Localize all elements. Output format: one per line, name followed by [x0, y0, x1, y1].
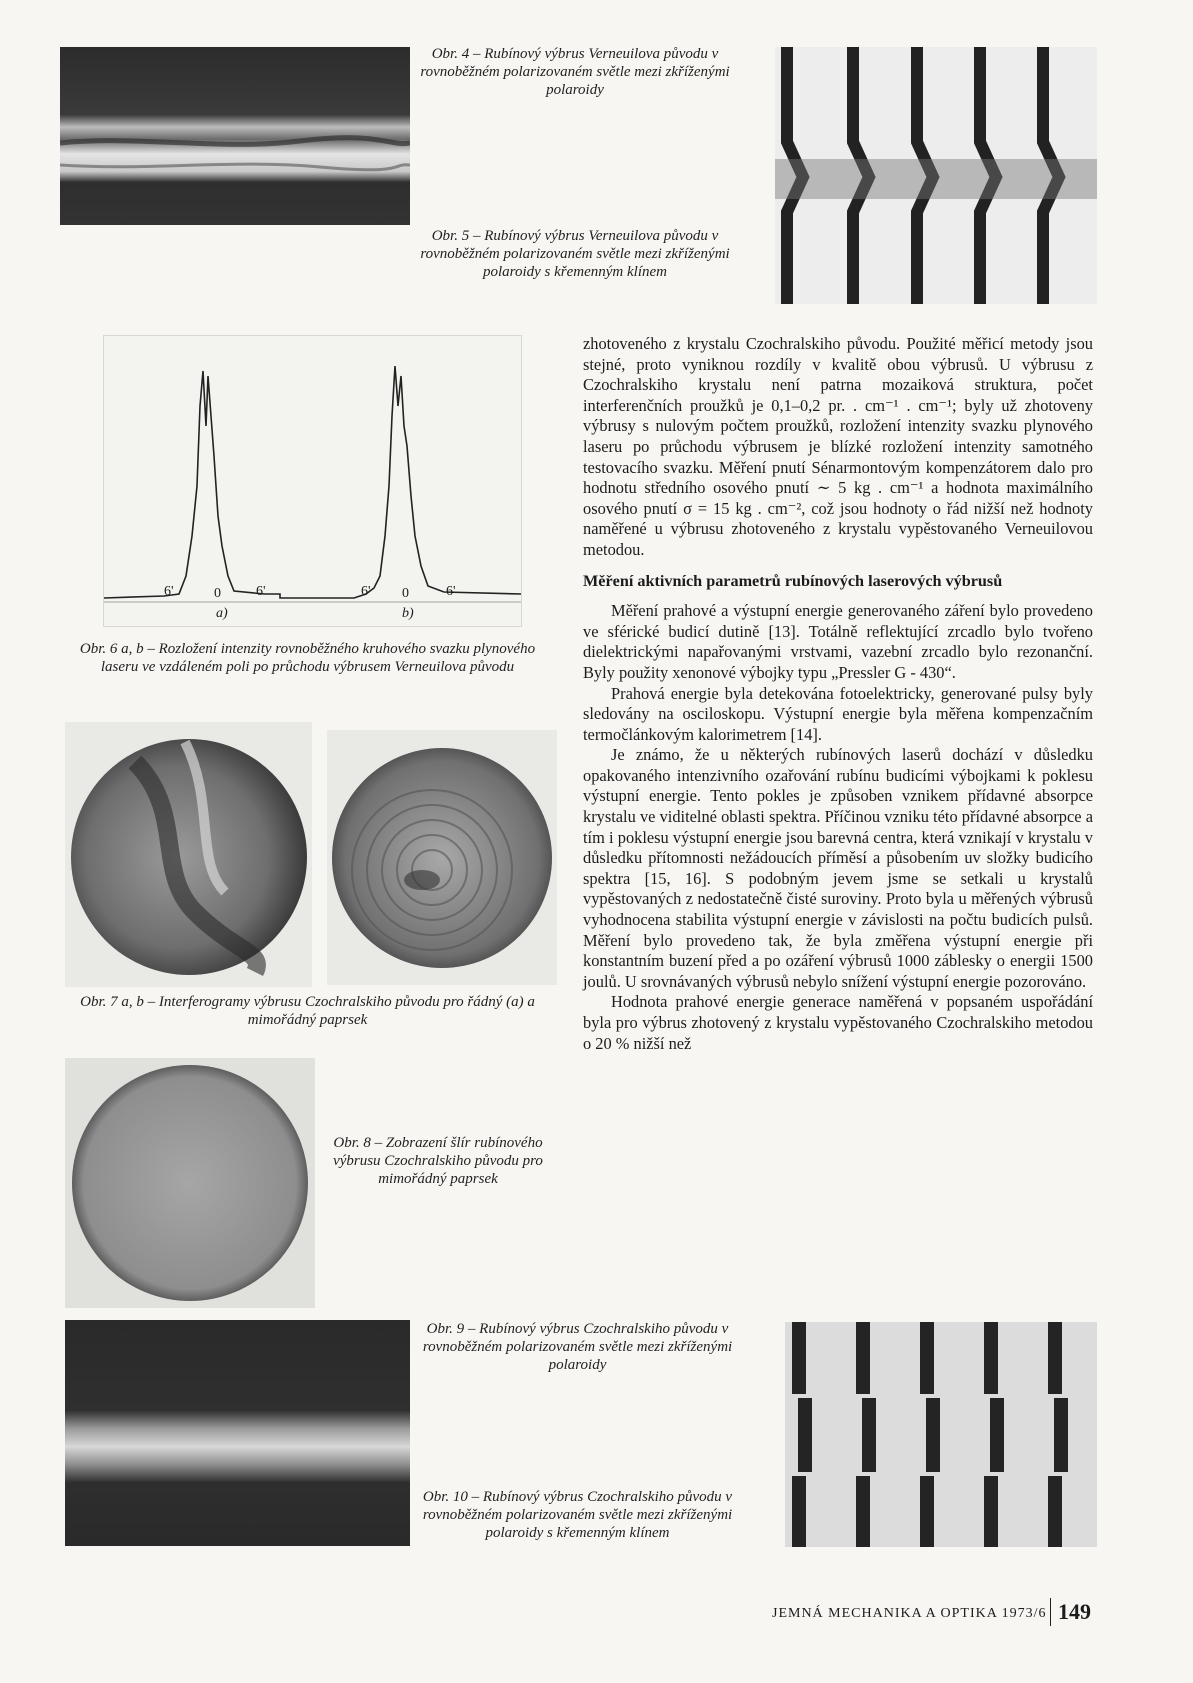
article-body — [583, 334, 1093, 1054]
figure-10-caption: Obr. 10 – Rubínový výbrus Czochralskiho původu v rovnoběžném polarizovaném světle mezi zkříženými polaroidy s křemenným klínem — [422, 1489, 733, 1541]
figure-4-photo — [60, 47, 410, 225]
fig6b-label-mid: 0 — [402, 586, 409, 601]
figure-7a-photo — [65, 722, 312, 987]
figure-8-photo — [65, 1058, 315, 1308]
figure-6-graph — [103, 335, 522, 627]
figure-10-photo — [785, 1322, 1097, 1547]
figure-8-caption: Obr. 8 – Zobrazení šlír rubínového výbrusu Czochralskiho původu pro mimořádný paprsek — [333, 1135, 543, 1187]
paragraph-3: Prahová energie byla detekována fotoelektricky, generované pulsy byly sledovány na osciloskopu. Výstupní energie byla měřena kompenzačním termočlánkovým kalorimetrem [14]. — [583, 683, 1093, 744]
figure-5-caption: Obr. 5 – Rubínový výbrus Verneuilova původu v rovnoběžném polarizovaném světle mezi zkříženými polaroidy s křemenným klínem — [420, 228, 730, 280]
figure-9-photo — [65, 1320, 410, 1546]
figure-5-photo — [775, 47, 1097, 304]
fig6a-label-left: 6' — [164, 584, 174, 599]
paragraph-2: Měření prahové a výstupní energie generovaného záření bylo provedeno ve sférické budicí dutině [13]. Totálně reflektující zrcadlo bylo tvořeno dielektrickými napařovanými vrstvami, vazební zrcadlo bylo rezonanční. Byly použity xenonové výbojky typu „Pressler G - 430“. — [583, 601, 1093, 682]
figure-7b-photo — [327, 730, 557, 985]
paragraph-5: Hodnota prahové energie generace naměřená v popsaném uspořádání byla pro výbrus zhotovený z krystalu vypěstovaného Czochralskiho metodou o 20 % nižší než — [583, 992, 1093, 1053]
figure-4-caption: Obr. 4 – Rubínový výbrus Verneuilova původu v rovnoběžném polarizovaném světle mezi zkříženými polaroidy — [420, 46, 730, 98]
journal-footer: JEMNÁ MECHANIKA A OPTIKA 1973/6 — [772, 1606, 1047, 1621]
fig6b-label-right: 6' — [446, 584, 456, 599]
fig6b-label-left: 6' — [361, 584, 371, 599]
figure-6-caption: Obr. 6 a, b – Rozložení intenzity rovnoběžného kruhového svazku plynového laseru ve vzdáleném poli po průchodu výbrusem Verneuilova původu — [79, 641, 536, 675]
page-number: 149 — [1058, 1599, 1091, 1624]
fig6a-label-mid: 0 — [214, 586, 221, 601]
figure-7-caption: Obr. 7 a, b – Interferogramy výbrusu Czochralskiho původu pro řádný (a) a mimořádný paprsek — [80, 994, 535, 1028]
paragraph-1: zhotoveného z krystalu Czochralskiho původu. Použité měřicí metody jsou stejné, proto vyniknou rozdíly v kvalitě obou výbrusů. U výbrusu z Czochralskiho krystalu není patrna mozaiková struktura, počet interferenčních proužků je 0,1–0,2 pr. . cm⁻¹ . cm⁻¹; byly už zhotoveny výbrusy s nulovým počtem proužků, rozložení intenzity svazku plynového laseru po průchodu výbrusem je blízké rozložení intenzity samotného testovacího svazku. Měření pnutí Sénarmontovým kompenzátorem dalo pro hodnotu středního osového pnutí ∼ 5 kg . cm⁻¹ a hodnota maximálního osového pnutí σ = 15 kg . cm⁻², což jsou hodnoty o řád nižší než hodnoty naměřené u výbrusu zhotoveného z krystalu vypěstovaného Verneuilovou metodou. — [583, 334, 1093, 559]
fig6a-label-right: 6' — [256, 584, 266, 599]
fig6b-tag: b) — [402, 606, 414, 621]
section-heading: Měření aktivních parametrů rubínových laserových výbrusů — [583, 571, 1003, 590]
fig6a-tag: a) — [216, 606, 228, 621]
footer-divider — [1050, 1598, 1051, 1626]
figure-9-caption: Obr. 9 – Rubínový výbrus Czochralskiho původu v rovnoběžném polarizovaném světle mezi zkříženými polaroidy — [422, 1321, 733, 1373]
paragraph-4: Je známo, že u některých rubínových laserů dochází v důsledku opakovaného intenzivního ozařování rubínu budicími výbojkami k poklesu výstupní energie. Tento pokles je způsoben vznikem přídavné absorpce krystalu ve viditelné oblasti spektra. Příčinou vzniku této přídavné absorpce a tím i poklesu výstupní energie jsou barevná centra, která vznikají v krystalu v důsledku přítomnosti nežádoucích příměsí a působením uv složky budicího spektra [15, 16]. S podobným jevem jsme se setkali u krystalů vypěstovaných z nedostatečně čisté suroviny. Proto byla u měřených výbrusů vyhodnocena stabilita výstupní energie v závislosti na počtu budicích pulsů. Měření bylo provedeno tak, že byla změřena výstupní energie při konstantním buzení před a po ozáření výbrusů 1000 záblesky o energii 1500 joulů. U srovnávaných výbrusů nebylo snížení výstupní energie pozorováno. — [583, 745, 1093, 991]
